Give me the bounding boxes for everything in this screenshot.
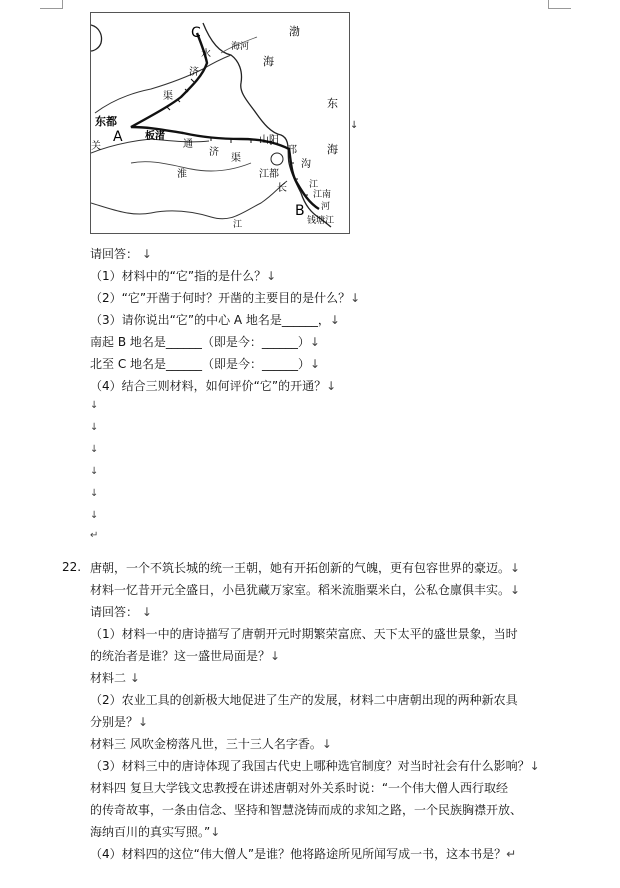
river-yangtze <box>91 181 287 219</box>
label-c: C <box>191 25 201 41</box>
q22-prompt: 请回答： ↓ <box>90 605 152 619</box>
river-huanghe <box>95 55 231 113</box>
q22-subquestion-2b: 分别是？↓ <box>90 715 149 729</box>
label-hai: 海 <box>263 55 274 68</box>
answer-line-mark: ↓ <box>90 466 99 477</box>
q22-material-3: 材料三 风吹金榜落凡世，三十三人名字香。↓ <box>90 737 332 751</box>
label-a: A <box>113 129 123 145</box>
label-tong: 通 <box>183 139 193 150</box>
grand-canal-map <box>90 12 350 234</box>
label-jiangdu: 江都 <box>259 169 279 180</box>
label-haihe: 海河 <box>231 42 250 52</box>
q22-material-2: 材料二 ↓ <box>90 671 140 685</box>
label-hai2: 海 <box>327 143 338 156</box>
label-dong: 东 <box>327 97 338 110</box>
label-qu: 渠 <box>163 91 173 102</box>
map-return-mark: ↓ <box>350 120 359 131</box>
label-jiangnan: 江南 <box>313 190 332 200</box>
q21-prompt: 请回答： ↓ <box>90 247 152 261</box>
page-corner-mark-right <box>548 0 571 9</box>
q22-material-4a: 材料四 复旦大学钱文忠教授在讲述唐朝对外关系时说：“一个伟大僧人西行取经 <box>90 781 509 795</box>
map-graphic <box>91 13 349 233</box>
shanyang-marker <box>271 153 283 165</box>
q21-subquestion-3b: 南起 B 地名是______（即是今：______）↓ <box>90 335 320 349</box>
q22-material-4b: 的传奇故事，一条由信念、坚持和智慧浇铸而成的求知之路，一个民族胸襟开放、 <box>90 803 523 817</box>
q21-subquestion-1: （1）材料中的“它”指的是什么？↓ <box>90 269 277 283</box>
q22-subquestion-3: （3）材料三中的唐诗体现了我国古代史上哪种选官制度？对当时社会有什么影响？↓ <box>90 759 540 773</box>
q21-subquestion-4: （4）结合三则材料，如何评价“它”的开通？↓ <box>90 379 337 393</box>
answer-line-mark: ↵ <box>90 530 99 541</box>
label-dongdu: 东都 <box>95 115 117 128</box>
label-gou: 沟 <box>301 159 311 170</box>
answer-line-mark: ↓ <box>90 444 99 455</box>
q22-subquestion-1a: （1）材料一中的唐诗描写了唐朝开元时期繁荣富庶、天下太平的盛世景象，当时 <box>90 627 518 641</box>
q21-subquestion-3c: 北至 C 地名是______（即是今：______）↓ <box>90 357 321 371</box>
q22-material-4c: 海纳百川的真实写照。”↓ <box>90 825 221 839</box>
label-jiang: 江 <box>309 180 319 190</box>
label-han: 邗 <box>287 145 297 156</box>
canal-ticks <box>167 79 308 195</box>
label-huai: 淮 <box>177 169 187 180</box>
q22-material-1: 材料一忆昔开元全盛日，小邑犹藏万家室。稻米流脂粟米白，公私仓廪俱丰实。↓ <box>90 583 521 597</box>
grand-canal-route <box>131 33 319 209</box>
label-shui: 水 <box>201 49 211 60</box>
label-qiantangjiang: 钱塘江 <box>307 216 335 226</box>
label-shanyang: 山阳 <box>259 135 279 146</box>
page-corner-mark-left <box>40 0 63 9</box>
question-number: 22. <box>62 560 82 574</box>
border-arc <box>91 25 102 51</box>
label-he: 河 <box>321 202 331 212</box>
label-b: B <box>295 203 305 219</box>
coastline <box>203 23 331 227</box>
answer-line-mark: ↓ <box>90 510 99 521</box>
q22-intro: 唐朝，一个不筑长城的统一王朝，她有开拓创新的气魄，更有包容世界的豪迈。↓ <box>90 561 521 575</box>
label-guan: 关 <box>91 141 101 152</box>
answer-line-mark: ↓ <box>90 422 99 433</box>
label-qu2: 渠 <box>231 153 241 164</box>
label-jiang2: 江 <box>233 220 243 230</box>
q21-subquestion-3: （3）请你说出“它”的中心 A 地名是______，↓ <box>90 313 340 327</box>
label-ji: 济 <box>189 67 199 78</box>
label-ji2: 济 <box>209 147 219 158</box>
q21-subquestion-2: （2）“它”开凿于何时？开凿的主要目的是什么？↓ <box>90 291 361 305</box>
label-banzhu: 板渚 <box>145 131 165 142</box>
q22-subquestion-4: （4）材料四的这位“伟大僧人”是谁？他将路途所见所闻写成一书，这本书是？↵ <box>90 847 517 861</box>
answer-line-mark: ↓ <box>90 488 99 499</box>
answer-line-mark: ↓ <box>90 400 99 411</box>
label-bo: 渤 <box>289 25 300 38</box>
q22-subquestion-1b: 的统治者是谁？这一盛世局面是？↓ <box>90 649 281 663</box>
q22-subquestion-2a: （2）农业工具的创新极大地促进了生产的发展，材料二中唐朝出现的两种新农具 <box>90 693 518 707</box>
label-chang: 长 <box>277 183 287 194</box>
